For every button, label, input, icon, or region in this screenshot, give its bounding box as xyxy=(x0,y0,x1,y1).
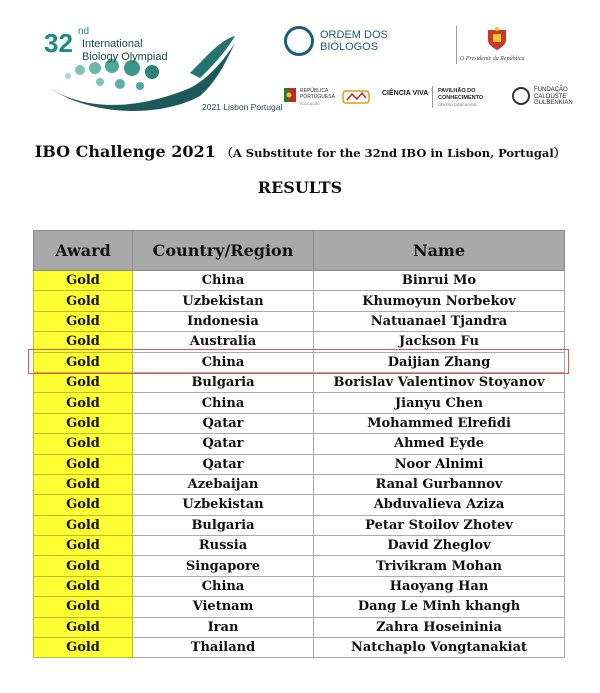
ibo-suffix: nd xyxy=(78,26,90,37)
table-row xyxy=(34,515,565,535)
ibo-title xyxy=(82,38,168,64)
pavilhao-sub: CENTRO CIÊNCIA VIVA xyxy=(438,103,477,107)
ordem-line2: BIÓLOGOS xyxy=(320,41,379,53)
award-cell: Gold xyxy=(34,515,133,535)
republica-line2: PORTUGUESA xyxy=(300,94,335,100)
country-cell: Indonesia xyxy=(133,311,314,331)
name-cell: Petar Stoilov Zhotev xyxy=(314,515,565,535)
republica-sub: EDUCAÇÃO xyxy=(300,102,320,106)
fundacao-line2: CALOUSTE xyxy=(534,93,567,100)
results-table-wrapper xyxy=(33,230,564,658)
republica-line1: REPÚBLICA xyxy=(300,88,329,94)
country-cell: Qatar xyxy=(133,413,314,433)
country-cell: Qatar xyxy=(133,454,314,474)
table-row xyxy=(34,556,565,576)
country-cell: Uzbekistan xyxy=(133,495,314,515)
name-cell: Mohammed Elrefidi xyxy=(314,413,565,433)
name-cell: Abduvalieva Aziza xyxy=(314,495,565,515)
name-cell: Ahmed Eyde xyxy=(314,434,565,454)
country-cell: China xyxy=(133,352,314,372)
name-cell: Haoyang Han xyxy=(314,576,565,596)
pavilhao-logo xyxy=(438,88,483,102)
table-row xyxy=(34,495,565,515)
country-cell: Azebaijan xyxy=(133,474,314,494)
country-cell: Singapore xyxy=(133,556,314,576)
results-heading: RESULTS xyxy=(257,178,343,197)
ordem-text xyxy=(320,29,388,53)
gulbenkian-ring-icon xyxy=(512,87,530,105)
sponsor-logos-row xyxy=(284,84,584,112)
results-table xyxy=(33,230,565,658)
award-cell: Gold xyxy=(34,311,133,331)
presidente-text: O Presidente da República xyxy=(460,56,525,62)
title-subtitle: （A Substitute for the 32nd IBO in Lisbon, Portugal） xyxy=(221,146,566,160)
table-row xyxy=(34,372,565,392)
header-country: Country/Region xyxy=(133,231,314,271)
award-cell: Gold xyxy=(34,271,133,291)
pavilhao-line1: PAVILHÃO DO xyxy=(438,88,476,94)
table-row xyxy=(34,576,565,596)
name-cell: Zahra Hoseininia xyxy=(314,617,565,637)
award-cell: Gold xyxy=(34,372,133,392)
award-cell: Gold xyxy=(34,576,133,596)
name-cell: Noor Alnimi xyxy=(314,454,565,474)
award-cell: Gold xyxy=(34,617,133,637)
fundacao-line3: GULBENKIAN xyxy=(534,100,573,106)
name-cell: Jackson Fu xyxy=(314,332,565,352)
table-row xyxy=(34,332,565,352)
fundacao-line1: FUNDAÇÃO xyxy=(534,87,568,93)
table-row xyxy=(34,454,565,474)
country-cell: Qatar xyxy=(133,434,314,454)
ordem-line1: ORDEM DOS xyxy=(320,29,388,41)
name-cell: Natchaplo Vongtanakiat xyxy=(314,638,565,658)
award-cell: Gold xyxy=(34,291,133,311)
award-cell: Gold xyxy=(34,597,133,617)
header-award: Award xyxy=(34,231,133,271)
table-row xyxy=(34,597,565,617)
country-cell: Bulgaria xyxy=(133,372,314,392)
gulbenkian-logo xyxy=(534,87,573,107)
country-cell: Iran xyxy=(133,617,314,637)
award-cell: Gold xyxy=(34,556,133,576)
name-cell: Dang Le Minh khangh xyxy=(314,597,565,617)
name-cell: Binrui Mo xyxy=(314,271,565,291)
republica-flag-icon xyxy=(284,88,296,102)
table-row xyxy=(34,393,565,413)
table-row-highlighted xyxy=(34,352,565,372)
country-cell: Australia xyxy=(133,332,314,352)
country-cell: Thailand xyxy=(133,638,314,658)
country-cell: China xyxy=(133,576,314,596)
award-cell: Gold xyxy=(34,434,133,454)
award-cell: Gold xyxy=(34,474,133,494)
award-cell: Gold xyxy=(34,638,133,658)
award-cell: Gold xyxy=(34,536,133,556)
ibo-number: 32 xyxy=(44,28,73,58)
award-cell: Gold xyxy=(34,454,133,474)
name-cell: Ranal Gurbannov xyxy=(314,474,565,494)
header-name: Name xyxy=(314,231,565,271)
country-cell: China xyxy=(133,393,314,413)
ibo-title-line1: International xyxy=(82,38,143,50)
name-cell: Daijian Zhang xyxy=(314,352,565,372)
country-cell: China xyxy=(133,271,314,291)
award-cell: Gold xyxy=(34,332,133,352)
name-cell: Jianyu Chen xyxy=(314,393,565,413)
award-cell: Gold xyxy=(34,352,133,372)
award-cell: Gold xyxy=(34,413,133,433)
name-cell: Trivikram Mohan xyxy=(314,556,565,576)
table-row xyxy=(34,434,565,454)
table-row xyxy=(34,474,565,494)
logo-divider xyxy=(456,26,457,64)
name-cell: Khumoyun Norbekov xyxy=(314,291,565,311)
table-row xyxy=(34,271,565,291)
table-row xyxy=(34,617,565,637)
table-body xyxy=(34,271,565,658)
name-cell: Natuanael Tjandra xyxy=(314,311,565,331)
title-text: IBO Challenge 2021 xyxy=(34,142,216,161)
table-row xyxy=(34,311,565,331)
country-cell: Vietnam xyxy=(133,597,314,617)
republica-text xyxy=(300,88,335,100)
ibo-city: 2021 Lisbon Portugal xyxy=(202,102,283,112)
sponsor-logos-top xyxy=(284,26,564,70)
ibo-title-line2: Biology Olympiad xyxy=(82,51,168,63)
award-cell: Gold xyxy=(34,393,133,413)
name-cell: David Zheglov xyxy=(314,536,565,556)
ordem-ring-icon xyxy=(284,26,314,56)
document-title xyxy=(0,142,600,161)
country-cell: Russia xyxy=(133,536,314,556)
name-cell: Borislav Valentinov Stoyanov xyxy=(314,372,565,392)
ordem-dos-biologos-logo xyxy=(284,26,388,56)
table-row xyxy=(34,413,565,433)
presidency-crest-icon xyxy=(484,26,510,52)
table-header-row xyxy=(34,231,565,271)
award-cell: Gold xyxy=(34,495,133,515)
table-row xyxy=(34,536,565,556)
ciencia-viva-logo: CIÊNCIA VIVA xyxy=(382,90,429,97)
country-cell: Uzbekistan xyxy=(133,291,314,311)
country-cell: Bulgaria xyxy=(133,515,314,535)
table-row xyxy=(34,291,565,311)
table-row xyxy=(34,638,565,658)
pavilhao-line2: CONHECIMENTO xyxy=(438,95,484,101)
logo-divider-2 xyxy=(432,86,433,108)
ibo-logo xyxy=(40,18,283,118)
education-logo-icon xyxy=(342,88,370,106)
